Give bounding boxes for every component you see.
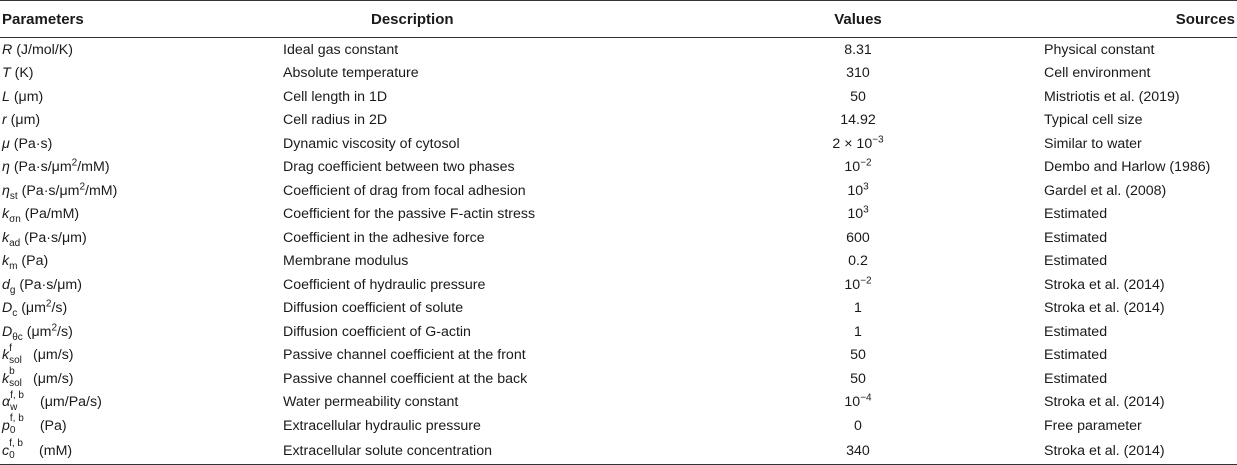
value-base: 10 — [847, 182, 864, 199]
table-row — [0, 273, 1237, 297]
value-text: 50 — [850, 370, 866, 387]
description-cell: Diffusion coefficient of solute — [283, 300, 464, 317]
value-text: 310 — [846, 65, 870, 82]
description-cell: Absolute temperature — [283, 65, 419, 82]
table-header-row — [0, 1, 1237, 38]
parameter-unit: (J/mol/K) — [12, 41, 73, 58]
parameter-cell — [0, 179, 283, 203]
parameter-unit: (Pa) — [35, 417, 67, 434]
parameter-unit-end: /mM) — [77, 159, 110, 176]
source-cell: Dembo and Harlow (1986) — [1044, 159, 1211, 176]
table-row — [0, 203, 1237, 227]
parameter-unit: (Pa·s) — [9, 135, 53, 152]
parameter-cell — [0, 132, 283, 156]
value-text: 340 — [846, 442, 870, 459]
value-cell — [739, 156, 977, 180]
value-cell — [739, 179, 977, 203]
parameter-symbol: p — [2, 417, 10, 434]
symbol-subscript: θc — [12, 331, 23, 343]
source-cell: Estimated — [1044, 229, 1108, 246]
source-cell: Stroka et al. (2014) — [1044, 394, 1165, 411]
value-text: 1 — [854, 300, 862, 317]
source-cell: Stroka et al. (2014) — [1044, 276, 1165, 293]
parameter-cell: k b sol (μm/s) — [2, 366, 74, 389]
parameter-cell: α f, b w (μm/Pa/s) — [2, 389, 102, 413]
table-row — [0, 85, 1237, 109]
parameter-symbol: L — [2, 88, 10, 105]
parameter-cell — [0, 273, 283, 297]
source-cell: Estimated — [1044, 253, 1108, 270]
parameter-unit: (μm/Pa/s) — [36, 394, 102, 411]
source-cell: Stroka et al. (2014) — [977, 438, 1237, 465]
value-cell — [739, 203, 977, 227]
value-text: 8.31 — [844, 41, 872, 58]
parameter-unit-end: /mM) — [85, 182, 118, 199]
value-text: 1 — [854, 323, 862, 340]
table-row — [0, 414, 1237, 438]
description-cell: Extracellular hydraulic pressure — [283, 417, 481, 434]
description-cell: Coefficient for the passive F-actin stress — [283, 206, 536, 223]
parameter-symbol: α — [2, 394, 11, 411]
description-cell: Ideal gas constant — [283, 41, 399, 58]
value-base: 2 × 10 — [832, 135, 873, 152]
value-text: 0 — [854, 417, 862, 434]
source-cell: Estimated — [1044, 370, 1108, 387]
table-row — [0, 297, 1237, 321]
table-row — [0, 38, 1237, 62]
value-cell — [739, 226, 977, 250]
description-cell: Cell radius in 2D — [283, 112, 388, 129]
source-cell: Stroka et al. (2014) — [1044, 300, 1165, 317]
parameter-symbol: k — [2, 253, 10, 270]
value-cell — [739, 132, 977, 156]
symbol-subscript: st — [9, 190, 18, 202]
value-exponent: −3 — [872, 134, 884, 146]
symbol-subscript: g — [9, 284, 16, 296]
symbol-subscript: σn — [9, 214, 21, 226]
description-cell: Coefficient of drag from focal adhesion — [283, 182, 526, 199]
parameter-unit-end: /s) — [57, 323, 73, 340]
header-values: Values — [739, 1, 977, 38]
source-cell: Estimated — [1044, 206, 1108, 223]
description-cell: Extracellular solute concentration — [283, 438, 739, 465]
parameter-symbol: d — [2, 276, 10, 293]
table-row — [0, 320, 1237, 344]
source-cell: Gardel et al. (2008) — [1044, 182, 1167, 199]
symbol-subscript: c — [12, 308, 18, 320]
parameter-cell — [0, 85, 283, 109]
parameter-cell — [0, 109, 283, 133]
unit-superscript: 2 — [79, 181, 86, 193]
value-text: 50 — [850, 347, 866, 364]
parameter-symbol: η — [2, 159, 10, 176]
source-cell: Estimated — [1044, 347, 1108, 364]
header-sources: Sources — [977, 1, 1237, 38]
table-row — [0, 109, 1237, 133]
table-row — [0, 344, 1237, 368]
value-base: 10 — [844, 159, 861, 176]
value-text: 600 — [846, 229, 870, 246]
description-cell: Passive channel coefficient at the front — [283, 347, 526, 364]
description-cell: Diffusion coefficient of G-actin — [283, 323, 471, 340]
parameter-cell: k f sol (μm/s) — [2, 342, 74, 366]
table-row — [0, 391, 1237, 415]
value-cell — [739, 85, 977, 109]
value-exponent: −2 — [860, 275, 872, 287]
parameter-cell: c f, b 0 (mM) — [0, 438, 283, 465]
value-cell — [739, 38, 977, 62]
value-exponent: −4 — [860, 392, 872, 404]
parameter-symbol: D — [2, 300, 13, 317]
parameter-unit-end: /s) — [51, 300, 68, 317]
unit-superscript: 2 — [71, 157, 78, 169]
table-row — [0, 226, 1237, 250]
value-base: 10 — [844, 394, 861, 411]
description-cell: Drag coefficient between two phases — [283, 159, 515, 176]
unit-superscript: 2 — [45, 298, 52, 310]
parameter-symbol: D — [2, 323, 13, 340]
parameter-unit: (K) — [10, 65, 34, 82]
parameter-symbol: T — [2, 65, 11, 82]
description-cell: Membrane modulus — [283, 253, 409, 270]
parameter-unit: (Pa·s/μm — [9, 159, 72, 176]
value-text: 0.2 — [848, 253, 868, 270]
parameter-symbol: k — [2, 229, 10, 246]
parameter-cell — [0, 320, 283, 344]
parameter-symbol: η — [2, 182, 10, 199]
parameter-cell — [0, 38, 283, 62]
parameter-cell — [0, 297, 283, 321]
value-exponent: −2 — [860, 157, 872, 169]
value-cell — [739, 250, 977, 274]
table-body — [0, 38, 1237, 465]
parameter-symbol: μ — [2, 135, 10, 152]
source-cell: Cell environment — [1044, 65, 1151, 82]
value-cell — [739, 320, 977, 344]
table-row — [0, 250, 1237, 274]
parameter-unit: (μm) — [6, 112, 41, 129]
parameter-unit: (μm) — [9, 88, 44, 105]
value-cell — [739, 367, 977, 391]
parameter-cell — [0, 250, 283, 274]
parameter-cell — [0, 62, 283, 86]
table-row — [0, 132, 1237, 156]
description-cell: Cell length in 1D — [283, 88, 388, 105]
value-cell — [739, 273, 977, 297]
value-cell — [739, 297, 977, 321]
description-cell: Coefficient in the adhesive force — [283, 229, 485, 246]
table-row — [0, 179, 1237, 203]
parameter-unit: (μm/s) — [29, 347, 74, 364]
parameter-unit: (μm — [17, 300, 46, 317]
description-cell: Water permeability constant — [283, 394, 459, 411]
description-cell: Coefficient of hydraulic pressure — [283, 276, 486, 293]
description-cell: Passive channel coefficient at the back — [283, 370, 528, 387]
value-exponent: 3 — [863, 181, 869, 193]
parameter-cell: p f, b 0 (Pa) — [2, 413, 67, 436]
parameter-cell — [0, 203, 283, 227]
value-cell — [739, 438, 977, 465]
parameter-symbol: k — [2, 347, 10, 364]
source-cell: Free parameter — [1044, 417, 1142, 434]
header-parameters: Parameters — [0, 1, 283, 38]
table-row — [0, 156, 1237, 180]
value-text: 50 — [850, 88, 866, 105]
source-cell: Estimated — [1044, 323, 1108, 340]
symbol-subscript: ad — [9, 237, 21, 249]
parameter-unit: (Pa/mM) — [20, 206, 80, 223]
table-row — [0, 438, 1237, 465]
parameter-symbol: c — [2, 442, 10, 459]
parameter-unit: (Pa·s/μm) — [15, 276, 82, 293]
value-cell — [739, 62, 977, 86]
parameter-symbol: r — [2, 112, 7, 129]
parameter-unit: (μm/s) — [29, 370, 74, 387]
table-row — [0, 367, 1237, 391]
unit-superscript: 2 — [51, 322, 58, 334]
value-text: 14.92 — [840, 112, 876, 129]
value-cell — [739, 414, 977, 438]
parameter-symbol: k — [2, 370, 10, 387]
value-base: 10 — [847, 206, 864, 223]
source-cell: Similar to water — [1044, 135, 1142, 152]
parameter-symbol: k — [2, 206, 10, 223]
value-cell — [739, 344, 977, 368]
parameter-unit: (μm — [22, 323, 52, 340]
table-row — [0, 62, 1237, 86]
value-exponent: 3 — [863, 204, 869, 216]
header-description: Description — [283, 1, 739, 38]
parameter-unit: (Pa·s/μm) — [20, 229, 87, 246]
parameter-unit: (mM) — [35, 442, 73, 459]
parameter-symbol: R — [2, 41, 13, 58]
value-base: 10 — [844, 276, 861, 293]
value-cell — [739, 391, 977, 415]
parameter-cell — [0, 226, 283, 250]
parameter-unit: (Pa·s/μm — [17, 182, 80, 199]
source-cell: Physical constant — [1044, 41, 1155, 58]
source-cell: Mistriotis et al. (2019) — [1044, 88, 1180, 105]
parameter-unit: (Pa) — [17, 253, 49, 270]
parameter-cell — [0, 156, 283, 180]
value-cell — [739, 109, 977, 133]
source-cell: Typical cell size — [1044, 112, 1143, 129]
symbol-subscript: m — [9, 261, 18, 273]
description-cell: Dynamic viscosity of cytosol — [283, 135, 460, 152]
